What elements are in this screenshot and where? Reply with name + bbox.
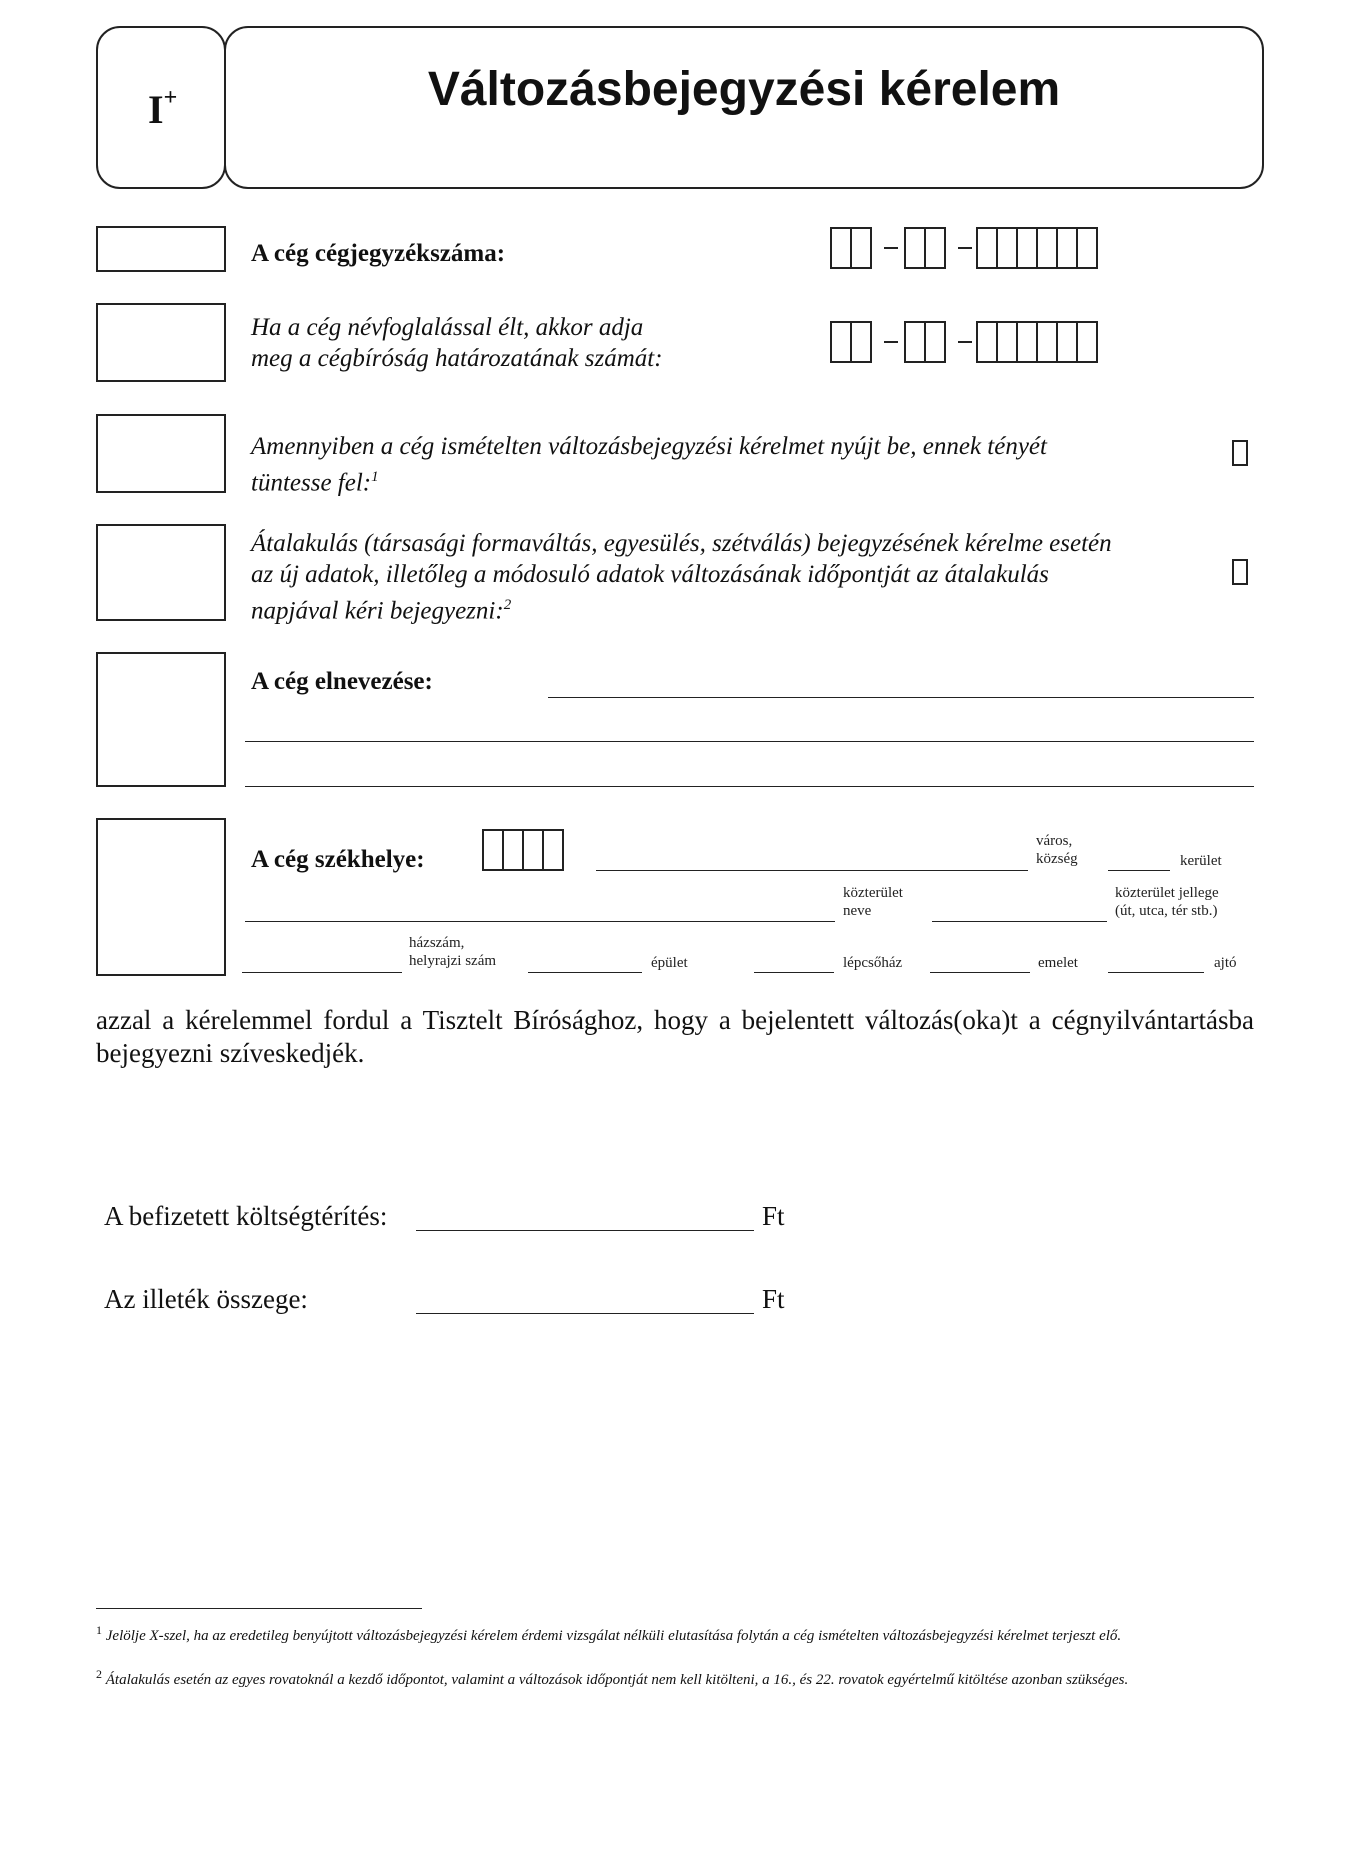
separator-dash	[958, 247, 972, 249]
company-name-line[interactable]	[245, 786, 1254, 787]
repeat-request-checkbox[interactable]	[1232, 440, 1248, 466]
house-number-line[interactable]	[242, 972, 402, 973]
duty-label: Az illeték összege:	[104, 1284, 308, 1314]
repeat-request-label: Amennyiben a cég ismételten változásbejegyzési kérelmet nyújt be, ennek tényét tüntesse fel:$^1$	[251, 433, 1047, 497]
page-title: Változásbejegyzési kérelem	[427, 63, 1061, 116]
row-number-box	[96, 303, 226, 382]
stairs-line[interactable]	[754, 972, 834, 973]
separator-dash	[884, 341, 898, 343]
city-line[interactable]	[596, 870, 1028, 871]
duty-amount-line[interactable]	[416, 1313, 754, 1314]
building-line[interactable]	[528, 972, 642, 973]
form-code: I+	[148, 84, 178, 132]
name-reservation-label: Ha a cég névfoglalással élt, akkor adja meg a cégbíróság határozatának számát:	[251, 314, 663, 372]
postal-code-boxes[interactable]	[482, 829, 562, 871]
row-number-box	[96, 414, 226, 493]
street-type-line[interactable]	[932, 921, 1107, 922]
house-number-label: házszám, helyrajzi szám	[409, 935, 497, 969]
city-label: város, község	[1036, 833, 1078, 867]
transformation-label: Átalakulás (társasági formaváltás, egyesülés, szétválás) bejegyzésének kérelme esetén az új adatok, illetőleg a módosuló adatok változásának időpontját az átalakulás napjával kéri bejegyezni:$^2$	[251, 530, 1112, 625]
district-label: kerület	[1180, 853, 1222, 869]
seat-label: A cég székhelye:	[251, 846, 425, 873]
request-text: azzal a kérelemmel fordul a Tisztelt Bírósághoz, hogy a bejelentett változás(oka)t a cégnyilvántartásba bejegyezni szíveskedjék.	[96, 1005, 1254, 1068]
separator-dash	[884, 247, 898, 249]
floor-label: emelet	[1038, 955, 1078, 971]
street-name-label: közterület neve	[843, 885, 903, 919]
row-number-box	[96, 226, 226, 272]
footnote-2: $^2$ Átalakulás esetén az egyes rovatoknál a kezdő időpontot, valamint a változások időpontját nem kell kitölteni, a 16., és 22. rovatok egyértelmű kitöltése azonban szükséges.	[96, 1667, 1129, 1688]
cost-label: A befizetett költségtérítés:	[104, 1201, 388, 1231]
duty-currency: Ft	[762, 1284, 785, 1314]
company-name-line[interactable]	[245, 741, 1254, 742]
ruling-number-serial[interactable]	[976, 321, 1096, 363]
stairs-label: lépcsőház	[843, 955, 903, 971]
footnote-1: $^1$ Jelölje X-szel, ha az eredetileg benyújtott változásbejegyzési kérelem érdemi vizsgálat nélküli elutasítása folytán a cég ismételten változásbejegyzési kérelmet terjeszt elő.	[96, 1623, 1122, 1644]
district-line[interactable]	[1108, 870, 1170, 871]
company-name-label: A cég elnevezése:	[251, 668, 433, 695]
registration-number-court[interactable]	[830, 227, 870, 269]
ruling-number-court[interactable]	[830, 321, 870, 363]
row-number-box	[96, 652, 226, 787]
registration-number-label: A cég cégjegyzékszáma:	[251, 240, 506, 267]
street-name-line[interactable]	[245, 921, 835, 922]
row-number-box	[96, 818, 226, 976]
row-number-box	[96, 524, 226, 621]
building-label: épület	[651, 955, 688, 971]
ruling-number-form[interactable]	[904, 321, 944, 363]
registration-number-form[interactable]	[904, 227, 944, 269]
transformation-checkbox[interactable]	[1232, 559, 1248, 585]
separator-dash	[958, 341, 972, 343]
company-name-line[interactable]	[548, 697, 1254, 698]
footnote-divider	[96, 1608, 422, 1609]
cost-currency: Ft	[762, 1201, 785, 1231]
cost-amount-line[interactable]	[416, 1230, 754, 1231]
door-label: ajtó	[1214, 955, 1237, 971]
floor-line[interactable]	[930, 972, 1030, 973]
registration-number-serial[interactable]	[976, 227, 1096, 269]
door-line[interactable]	[1108, 972, 1204, 973]
street-type-label: közterület jellege (út, utca, tér stb.)	[1115, 885, 1219, 919]
